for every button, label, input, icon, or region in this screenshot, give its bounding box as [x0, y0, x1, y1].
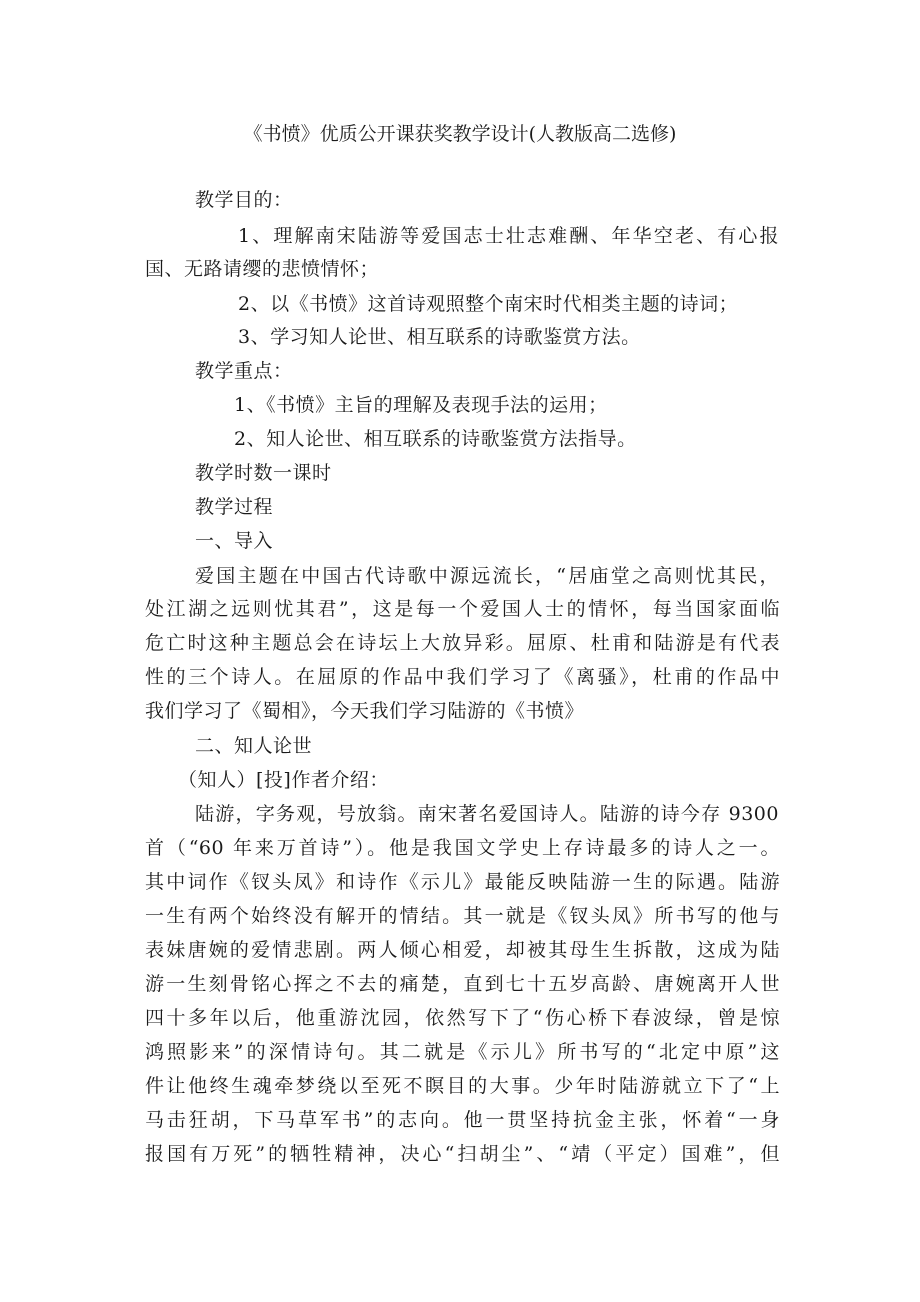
paragraph-line: 四十多年以后，他重游沈园，依然写下了“伤心桥下春波绿，曾是惊 [145, 1007, 780, 1029]
section-heading-key-points: 教学重点： [195, 360, 293, 382]
section-heading-process: 教学过程 [195, 496, 274, 518]
paragraph-line: 一生有两个始终没有解开的情结。其一就是《钗头凤》所书写的他与 [145, 905, 780, 927]
section-heading-hours: 教学时数一课时 [195, 462, 332, 484]
section-heading-objectives: 教学目的： [195, 189, 293, 211]
paragraph-line: 我们学习了《蜀相》，今天我们学习陆游的《书愤》 [145, 700, 585, 722]
section-heading-intro: 一、导入 [195, 530, 274, 552]
paragraph-line: 首（“60 年来万首诗”）。他是我国文学史上存诗最多的诗人之一。 [145, 837, 780, 859]
paragraph-line: 报国有万死”的牺牲精神，决心“扫胡尘”、“靖（平定）国难”，但 [145, 1143, 780, 1165]
section-heading-context: 二、知人论世 [195, 735, 313, 757]
paragraph-line: 件让他终生魂牵梦绕以至死不瞑目的大事。少年时陆游就立下了“上 [145, 1075, 780, 1097]
paragraph-line: 其中词作《钗头凤》和诗作《示儿》最能反映陆游一生的际遇。陆游 [145, 871, 780, 893]
paragraph-line: 2、知人论世、相互联系的诗歌鉴赏方法指导。 [234, 428, 637, 450]
paragraph-line: 处江湖之远则忧其君”，这是每一个爱国人士的情怀，每当国家面临 [145, 598, 780, 620]
paragraph-line: 马击狂胡，下马草军书”的志向。他一贯坚持抗金主张，怀着“一身 [145, 1109, 780, 1131]
paragraph-line: 表妹唐婉的爱情悲剧。两人倾心相爱，却被其母生生拆散，这成为陆 [145, 939, 780, 961]
paragraph-line: 鸿照影来”的深情诗句。其二就是《示儿》所书写的“北定中原”这 [145, 1041, 780, 1063]
paragraph-line: 危亡时这种主题总会在诗坛上大放异彩。屈原、杜甫和陆游是有代表 [145, 632, 780, 654]
document-title: 《书愤》优质公开课获奖教学设计(人教版高二选修) [243, 123, 677, 145]
section-heading-author: （知人）[投]作者介绍： [178, 769, 389, 791]
paragraph-line: 游一生刻骨铭心挥之不去的痛楚，直到七十五岁高龄、唐婉离开人世 [145, 973, 780, 995]
paragraph-line: 国、无路请缨的悲愤情怀； [145, 258, 380, 280]
paragraph-line: 1、《书愤》主旨的理解及表现手法的运用； [234, 394, 608, 416]
paragraph-line: 陆游，字务观，号放翁。南宋著名爱国诗人。陆游的诗今存 9300 [195, 803, 779, 825]
paragraph-line: 性的三个诗人。在屈原的作品中我们学习了《离骚》，杜甫的作品中 [145, 666, 780, 688]
paragraph-line: 1、理解南宋陆游等爱国志士壮志难酬、年华空老、有心报 [238, 225, 779, 247]
paragraph-line: 3、学习知人论世、相互联系的诗歌鉴赏方法。 [238, 326, 641, 348]
paragraph-line: 爱国主题在中国古代诗歌中源远流长，“居庙堂之高则忧其民， [195, 565, 779, 587]
paragraph-line: 2、以《书愤》这首诗观照整个南宋时代相类主题的诗词； [238, 293, 739, 315]
